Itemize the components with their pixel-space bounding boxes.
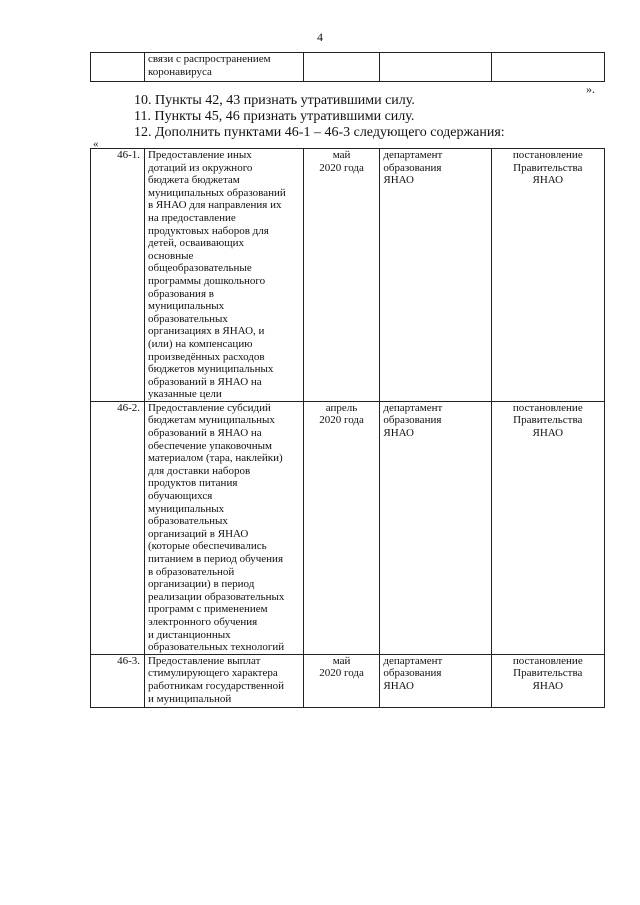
close-quote: ». bbox=[586, 82, 595, 96]
item-description: Предоставление субсидий бюджетам муниципальных образований в ЯНАО на обеспечение упаковочным материалом (тара, наклейки) для доставки наборов продуктов питания обучающихся муниципальных образовательных организаций в ЯНАО (которые обеспечивались питанием в период обучения в образовательной организации) в период реализации образовательных программ с применением электронного обучения и дистанционных образовательных технологий bbox=[144, 401, 303, 654]
continuation-table bbox=[90, 52, 605, 82]
item-department: департамент образования ЯНАО bbox=[380, 401, 491, 654]
dept-cell bbox=[380, 53, 491, 82]
item-department: департамент образования ЯНАО bbox=[380, 149, 491, 402]
item-act: постановление Правительства ЯНАО bbox=[491, 654, 604, 707]
num-cell bbox=[91, 53, 145, 82]
items-table bbox=[90, 148, 605, 708]
open-quote: « bbox=[93, 138, 99, 150]
item-number: 46-1. bbox=[91, 149, 145, 402]
page-number: 4 bbox=[317, 30, 323, 44]
table-row bbox=[91, 654, 605, 707]
item-date: май 2020 года bbox=[303, 654, 380, 707]
text-cell: связи с распространением коронавируса bbox=[144, 53, 303, 82]
item-department: департамент образования ЯНАО bbox=[380, 654, 491, 707]
table-row bbox=[91, 401, 605, 654]
paragraph-11: 11. Пункты 45, 46 признать утратившими силу. bbox=[134, 109, 415, 124]
paragraph-12: 12. Дополнить пунктами 46-1 – 46-3 следующего содержания: bbox=[134, 125, 505, 140]
item-number: 46-3. bbox=[91, 654, 145, 707]
item-act: постановление Правительства ЯНАО bbox=[491, 149, 604, 402]
item-act: постановление Правительства ЯНАО bbox=[491, 401, 604, 654]
item-description: Предоставление выплат стимулирующего характера работникам государственной и муниципальной bbox=[144, 654, 303, 707]
table-row bbox=[91, 53, 605, 82]
item-number: 46-2. bbox=[91, 401, 145, 654]
item-date: май 2020 года bbox=[303, 149, 380, 402]
act-cell bbox=[491, 53, 604, 82]
paragraph-10: 10. Пункты 42, 43 признать утратившими силу. bbox=[134, 93, 415, 108]
item-date: апрель 2020 года bbox=[303, 401, 380, 654]
date-cell bbox=[303, 53, 380, 82]
item-description: Предоставление иных дотаций из окружного бюджета бюджетам муниципальных образований в ЯНАО для направления их на предоставление продуктовых наборов для детей, осваивающих основные общеобразовательные программы дошкольного образования в муниципальных образовательных организациях в ЯНАО, и (или) на компенсацию произведённых расходов бюджетов муниципальных образований в ЯНАО на указанные цели bbox=[144, 149, 303, 402]
table-row bbox=[91, 149, 605, 402]
